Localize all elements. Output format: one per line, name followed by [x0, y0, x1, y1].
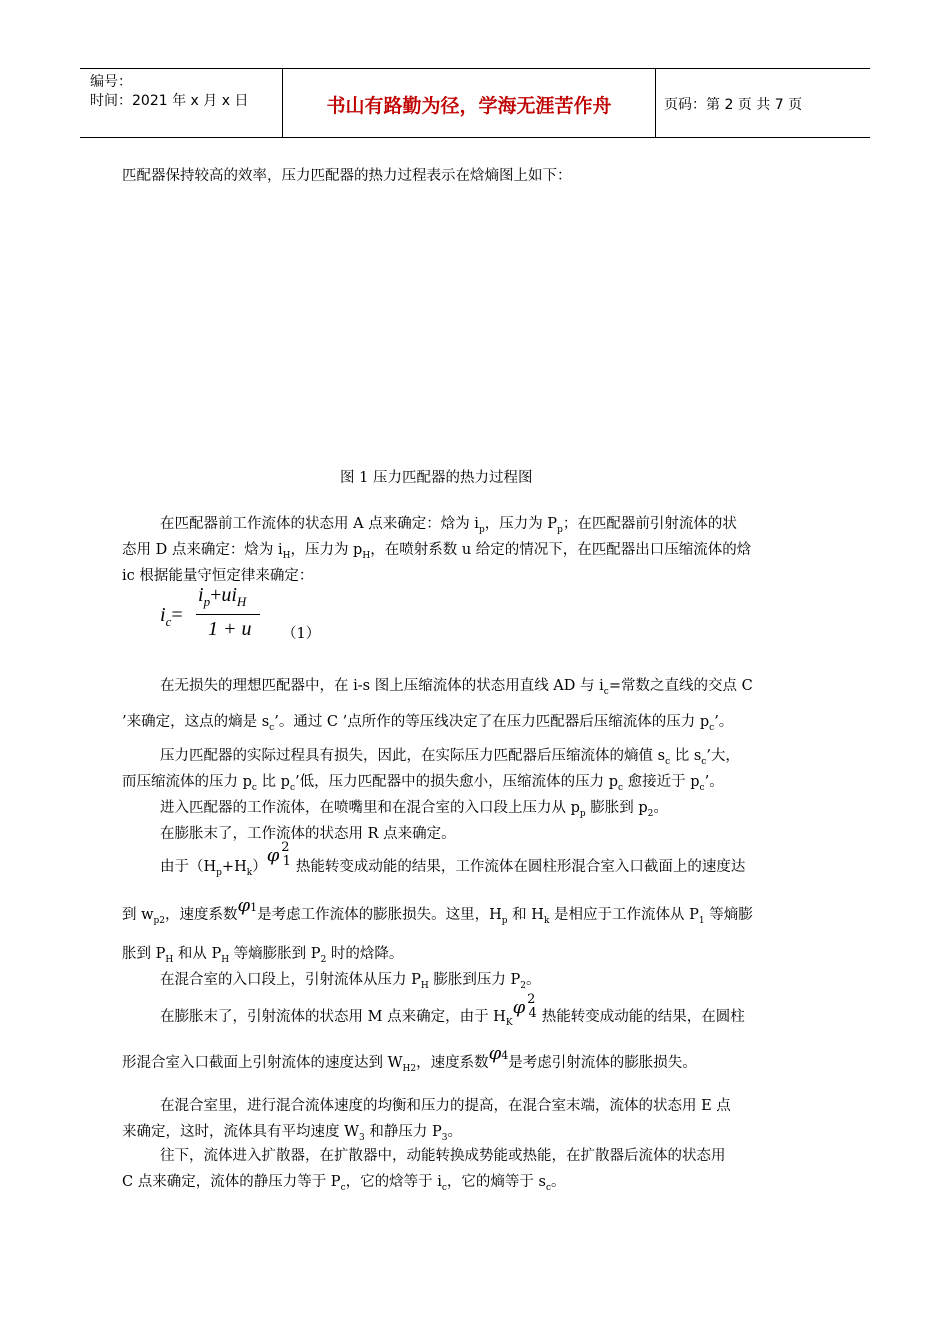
- header-motto: 书山有路勤为径，学海无涯苦作舟: [326, 95, 612, 117]
- paragraph-line: 在膨胀末了，引射流体的状态用 M 点来确定，由于 $H_K\varphi$ $^2_4$ 热能转变成动能的结果，在圆柱: [160, 992, 745, 1028]
- paragraph-line: 形混合室入口截面上引射流体的速度达到 $W_{H2}$，速度系数φ4是考虑引射流体的膨胀损失。: [122, 1043, 697, 1074]
- header-meta: [90, 73, 248, 111]
- header-divider: [655, 69, 656, 137]
- doc-number-label: 编号：: [90, 74, 132, 90]
- paragraph-intro: 匹配器保持较高的效率，压力匹配器的热力过程表示在焓熵图上如下：: [122, 168, 572, 184]
- phi-symbol: φ $^2_1$: [266, 840, 291, 869]
- equation-lhs: $i_c=$: [160, 604, 183, 629]
- paragraph-line: ic 根据能量守恒定律来确定：: [122, 568, 314, 584]
- paragraph-line: C 点来确定，流体的静压力等于 $P_c$，它的焓等于 $i_c$，它的熵等于 $s_c$。: [122, 1174, 566, 1193]
- equation-numerator: $i_p+ui_H$: [198, 584, 247, 609]
- paragraph-line: 在膨胀末了，工作流体的状态用 R 点来确定。: [160, 826, 456, 842]
- paragraph-line: 进入匹配器的工作流体，在喷嘴里和在混合室的入口段上压力从 $p_p$ 膨胀到 $p_2$。: [160, 800, 668, 819]
- equation-number: （1）: [282, 626, 321, 642]
- paragraph-line: 胀到 $P_H$ 和从 $P_H$ 等熵膨胀到 $P_2$ 时的焓降。: [122, 946, 404, 965]
- cropped-line-wrapper: [0, 1170, 950, 1193]
- paragraph-line: 在混合室的入口段上，引射流体从压力 $P_H$ 膨胀到压力 $P_2$。: [160, 972, 541, 991]
- paragraph-line: ’来确定，这点的熵是 $s_c$’。通过 C ’点所作的等压线决定了在压力匹配器后压缩流体的压力 $p_c$’。: [122, 714, 734, 733]
- paragraph-line: 由于$(H_p+H_k)\varphi$ $^2_1$ 热能转变成动能的结果，工作流体在圆柱形混合室入口截面上的速度达: [160, 840, 746, 878]
- fraction-bar: [196, 614, 260, 615]
- doc-date-label: 时间：2021 年 x 月 x 日: [90, 93, 249, 109]
- page-number-label: 页码：第 2 页 共 7 页: [664, 97, 803, 113]
- page-header: [80, 68, 870, 138]
- phi-symbol: φ4: [488, 1043, 509, 1064]
- paragraph-line: 来确定，这时，流体具有平均速度 $W_3$ 和静压力 $P_3$。: [122, 1124, 462, 1143]
- paragraph-line: 往下，流体进入扩散器，在扩散器中，动能转换成势能或热能，在扩散器后流体的状态用: [160, 1148, 726, 1164]
- paragraph-line: 到 $w_{p2}$，速度系数φ1是考虑工作流体的膨胀损失。这里，$H_p$ 和 $H_k$ 是相应于工作流体从 $P_1$ 等熵膨: [122, 895, 753, 926]
- figure-caption: 图 1 压力匹配器的热力过程图: [340, 470, 533, 486]
- paragraph-line: 而压缩流体的压力 $p_c$ 比 $p_c$’低，压力匹配器中的损失愈小，压缩流体的压力 $p_c$ 愈接近于 $p_c$’。: [122, 774, 724, 793]
- phi-symbol: φ1: [237, 895, 258, 916]
- equation-denominator: 1 + u: [208, 618, 252, 640]
- paragraph-line: 在无损失的理想匹配器中，在 i-s 图上压缩流体的状态用直线 AD 与 $i_c=$常数之直线的交点 C: [160, 678, 753, 697]
- paragraph-line: 在混合室里，进行混合流体速度的均衡和压力的提高，在混合室末端，流体的状态用 E 点: [160, 1098, 731, 1114]
- paragraph-line: 压力匹配器的实际过程具有损失，因此，在实际压力匹配器后压缩流体的熵值 $s_c$ 比 $s_c$’大，: [160, 748, 740, 767]
- phi-symbol: φ $^2_4$: [512, 992, 537, 1021]
- paragraph-line: 态用 D 点来确定：焓为 $i_H$，压力为 $p_H$，在喷射系数 u 给定的情况下，在匹配器出口压缩流体的焓: [122, 542, 752, 561]
- paragraph-line: 在匹配器前工作流体的状态用 A 点来确定：焓为 $i_p$，压力为 $P_p$；在匹配器前引射流体的状: [160, 516, 737, 535]
